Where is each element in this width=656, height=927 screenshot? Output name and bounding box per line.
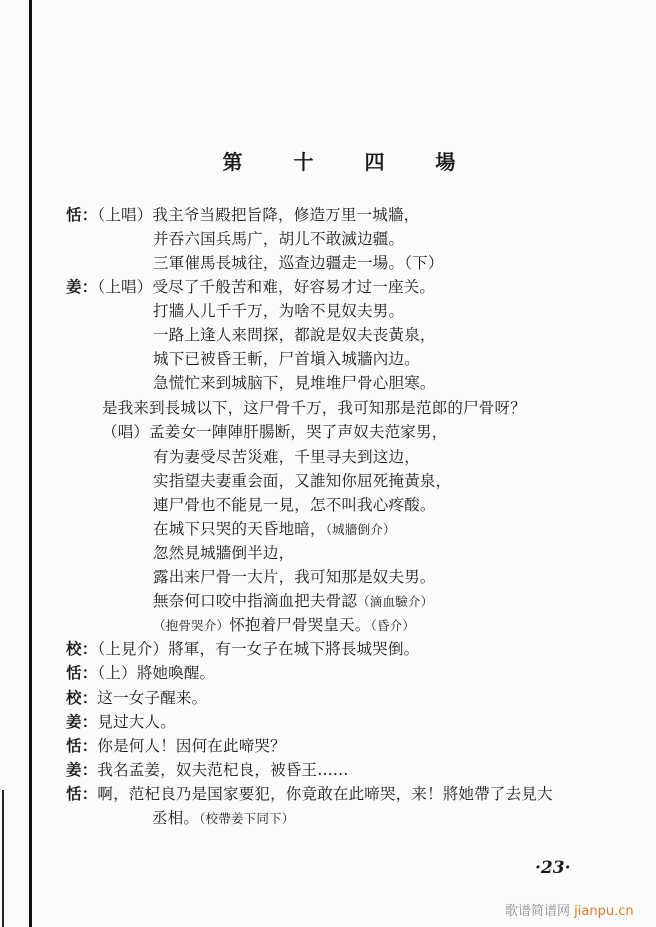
speaker-label: 恬： (66, 663, 98, 682)
speaker-label: 姜： (66, 277, 98, 296)
stage-direction: （昏介） (370, 618, 416, 633)
page-number: ·23· (535, 858, 571, 878)
speaker-label: 姜： (66, 760, 98, 779)
line-text: 啊，范杞良乃是国家要犯，你竟敢在此啼哭，来！將她帶了去見大 (97, 785, 553, 803)
watermark-url: jianpu.cn (574, 904, 634, 919)
line-text: 你是何人！因何在此啼哭？ (97, 737, 286, 755)
line-text: 打牆人儿千千万，为啥不見奴夫男。 (153, 302, 405, 320)
script-line (153, 541, 294, 563)
line-text: 我名孟姜，奴夫范杞良，被昏王…… (97, 761, 349, 779)
script-line (153, 469, 451, 491)
stage-direction: （校帶姜下同下） (199, 811, 295, 826)
script-line (66, 686, 207, 708)
stage-direction: （滴血驗介） (357, 594, 434, 609)
line-text: 怀抱着尸骨哭皇天。 (229, 616, 371, 634)
line-text: 一路上逢人来問探，都說是奴夫丧黃泉， (153, 326, 436, 344)
line-text: 是我来到長城以下，这尸骨千万，我可知那是范郎的尸骨呀？ (102, 399, 526, 417)
line-text: 在城下只哭的天昏地暗， (153, 520, 326, 538)
line-text: 見过大人。 (97, 713, 176, 731)
watermark (505, 900, 634, 919)
script-line (153, 517, 396, 539)
line-text: 有为妻受尽苦災难，千里寻夫到这边， (153, 448, 420, 466)
speaker-label: 恬： (66, 205, 98, 224)
speaker-label: 校： (66, 639, 98, 658)
stage-direction: （城牆倒介） (325, 522, 396, 537)
script-line (102, 396, 526, 418)
scene-title: 第 十 四 場 (222, 150, 478, 174)
script-line (153, 493, 436, 515)
speaker-label: 恬： (66, 736, 98, 755)
line-text: 城下已被昏王斬，尸首塡入城牆內边。 (153, 350, 420, 368)
script-line (66, 637, 419, 659)
line-text: 这一女子醒来。 (97, 689, 208, 707)
script-line (66, 758, 349, 780)
speaker-label: 校： (66, 688, 98, 707)
script-line (153, 613, 415, 635)
line-text: （上唱）我主爷当殿把旨降，修造万里一城牆， (97, 206, 420, 224)
line-text: 实指望夫妻重会面，又誰知你屈死掩黃泉， (153, 472, 452, 490)
script-line (153, 445, 420, 467)
speaker-label: 恬： (66, 784, 98, 803)
line-text: 連尸骨也不能見一見，怎不叫我心疼酸。 (153, 496, 436, 514)
script-line (66, 734, 286, 756)
script-line (153, 565, 436, 587)
script-line (153, 371, 436, 393)
script-line (153, 227, 404, 249)
script-line (66, 275, 435, 297)
line-text: 并吞六国兵馬广，胡儿不敢滅边疆。 (153, 230, 405, 248)
script-line (153, 323, 436, 345)
script-line (153, 251, 444, 273)
stage-direction: （抱骨哭介） (153, 618, 230, 633)
script-line (153, 589, 433, 611)
script-line (102, 420, 447, 442)
line-text: （上唱）受尽了千般苦和难，好容易才过一座关。 (97, 278, 436, 296)
speaker-label: 姜： (66, 712, 98, 731)
line-text: 無奈何口咬中指滴血把夫骨認 (153, 592, 358, 610)
script-line (66, 710, 176, 732)
line-text: 忽然見城牆倒半边， (153, 544, 295, 562)
line-text: 急慌忙来到城脑下，見堆堆尸骨心胆寒。 (153, 374, 436, 392)
script-line (66, 203, 419, 225)
script-line (153, 347, 420, 369)
line-text: （上見介）將軍，有一女子在城下將長城哭倒。 (97, 640, 420, 658)
script-line (66, 661, 215, 683)
script-line (153, 299, 404, 321)
line-text: （上）將她喚醒。 (97, 664, 216, 682)
line-text: 露出来尸骨一大片，我可知那是奴夫男。 (153, 568, 436, 586)
line-text: 三軍催馬長城往，巡查边疆走一場。（下） (153, 254, 444, 272)
watermark-text: 歌谱简谱网 (505, 904, 571, 919)
script-line (152, 806, 294, 828)
script-line (66, 782, 553, 804)
line-text: 丞相。 (152, 809, 200, 827)
line-text: （唱）孟姜女一陣陣肝腸断，哭了声奴夫范家男， (102, 423, 448, 441)
page-outer-edge (2, 790, 4, 927)
page-binding-edge (29, 0, 32, 927)
